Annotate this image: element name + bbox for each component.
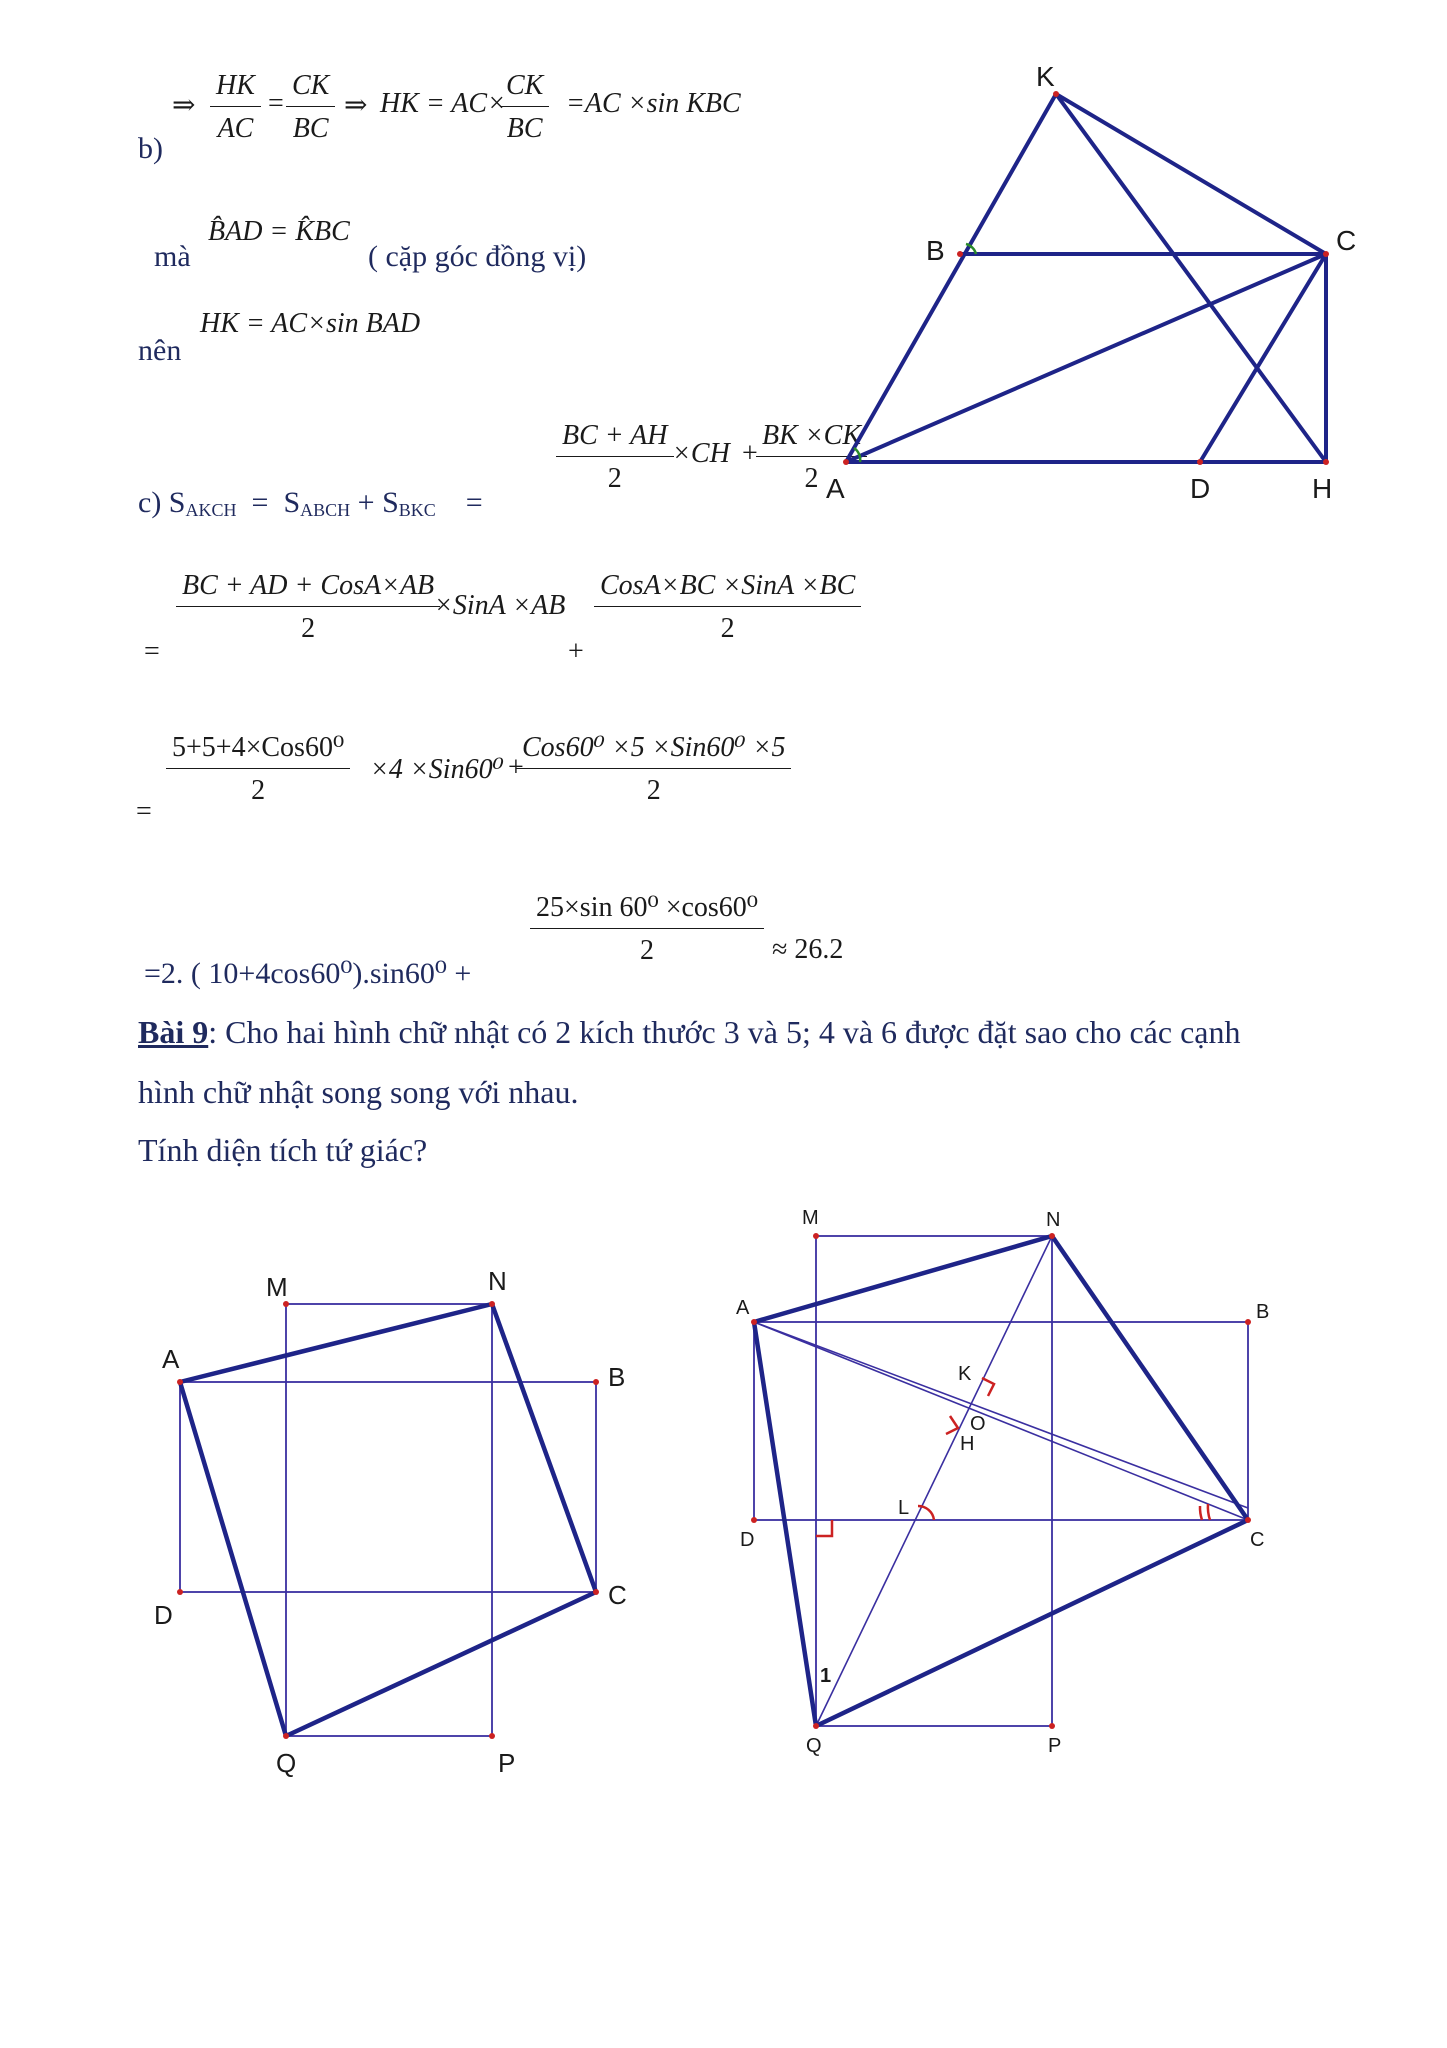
point-h	[1323, 459, 1329, 465]
label-d: D	[740, 1529, 755, 1551]
label-l: L	[898, 1497, 910, 1519]
label-b: B	[1256, 1301, 1270, 1323]
equals-sign: =	[268, 88, 284, 119]
label-a: A	[826, 473, 845, 504]
area-lhs-sub: AKCH	[185, 500, 237, 520]
points-top	[843, 91, 1329, 465]
label-d: D	[154, 1600, 173, 1630]
hk-expression: HK = AC×	[380, 88, 506, 119]
point-d	[1197, 459, 1203, 465]
angle-note: ( cặp góc đồng vị)	[368, 240, 587, 273]
fraction-denominator: 2	[251, 775, 266, 806]
fraction-denominator: 2	[607, 463, 622, 494]
segment-cd	[1200, 254, 1326, 462]
fraction-numerator: Cos60⁰ ×5 ×Sin60⁰ ×5	[516, 730, 791, 769]
point-b	[957, 251, 963, 257]
hk-conclusion: HK = AC×sin BAD	[200, 308, 421, 339]
label-c: C	[608, 1580, 627, 1610]
plus-sign: +	[508, 752, 524, 783]
point-n	[489, 1301, 495, 1307]
labels-left	[154, 1266, 627, 1778]
label-d: D	[1190, 473, 1211, 504]
right-angle-h	[946, 1416, 958, 1434]
fraction-denominator: 2	[804, 463, 819, 494]
label-p: P	[498, 1748, 516, 1778]
segment-ac	[754, 1322, 1248, 1520]
point-c	[593, 1589, 599, 1595]
fraction-numerator: CK	[286, 70, 335, 107]
bai9-text3: Tính diện tích tứ giác?	[138, 1132, 428, 1168]
label-k: K	[1036, 61, 1055, 92]
equals-sign: =	[251, 486, 269, 519]
part-b-label: b)	[138, 132, 163, 165]
area-term-1: S	[283, 486, 301, 519]
fraction-denominator: BC	[506, 113, 543, 144]
implies-arrow-1: ⇒	[172, 90, 196, 121]
area-result: ≈ 26.2	[772, 934, 844, 965]
angle-mark-c-2	[1208, 1504, 1210, 1520]
equals-sign: =	[465, 486, 483, 519]
point-p	[489, 1733, 495, 1739]
point-m	[813, 1233, 819, 1239]
fraction-numerator: 5+5+4×Cos60⁰	[166, 730, 350, 769]
label-c: C	[1250, 1529, 1265, 1551]
angle-equality: B̂AD = K̂BC	[208, 216, 350, 247]
point-q	[813, 1723, 819, 1729]
segment-nq	[816, 1236, 1052, 1726]
area-term-2: S	[382, 486, 399, 519]
area-term-2-sub: BKC	[398, 500, 436, 520]
label-p: P	[1048, 1735, 1062, 1757]
label-q: Q	[276, 1748, 297, 1778]
plus-sign: +	[568, 636, 584, 667]
point-c	[1323, 251, 1329, 257]
nen-label: nên	[138, 334, 182, 367]
fraction-numerator: CosA×BC ×SinA ×BC	[594, 570, 861, 607]
point-n	[1049, 1233, 1055, 1239]
fraction-denominator: 2	[301, 613, 316, 644]
fraction-numerator: HK	[210, 70, 261, 107]
label-b: B	[608, 1362, 626, 1392]
ac-sin-kbc: =AC ×sin KBC	[566, 88, 741, 119]
ma-label: mà	[154, 240, 191, 273]
fraction-numerator: BK ×CK	[756, 420, 867, 457]
fraction-denominator: 2	[646, 775, 661, 806]
label-angle-1: 1	[820, 1665, 832, 1687]
point-a	[843, 459, 849, 465]
segment-kc	[1056, 94, 1326, 254]
bai9-text2: hình chữ nhật song song với nhau.	[138, 1074, 579, 1110]
area-line4: =2. ( 10+4cos60⁰).sin60⁰ +	[144, 957, 472, 990]
fraction-numerator: BC + AH	[556, 420, 674, 457]
figure-top	[846, 94, 1326, 462]
point-a	[177, 1379, 183, 1385]
fraction-denominator: 2	[640, 935, 655, 966]
label-b: B	[926, 235, 945, 266]
segment-ac	[846, 254, 1326, 462]
right-angle-k	[982, 1378, 994, 1396]
label-h: H	[1312, 473, 1333, 504]
quadrilateral-anqc	[754, 1236, 1248, 1726]
label-k: K	[958, 1363, 972, 1385]
fraction-denominator: 2	[720, 613, 735, 644]
figure-right-rectangles	[754, 1236, 1248, 1726]
point-c	[1245, 1517, 1251, 1523]
label-o: O	[970, 1413, 986, 1435]
plus-sign: +	[742, 438, 758, 469]
right-angle-d	[816, 1520, 832, 1536]
times-ch: ×CH	[672, 438, 730, 469]
label-c: C	[1336, 225, 1357, 256]
figure-left-rectangles	[180, 1304, 596, 1736]
figure-right-thin-lines	[754, 1236, 1248, 1726]
angle-mark-c	[1200, 1506, 1202, 1520]
area-term-1-sub: ABCH	[300, 500, 351, 520]
point-d	[751, 1517, 757, 1523]
label-a: A	[162, 1344, 180, 1374]
times-sina-ab: ×SinA ×AB	[434, 590, 566, 621]
label-n: N	[488, 1266, 507, 1296]
fraction-numerator: 25×sin 60⁰ ×cos60⁰	[530, 890, 764, 929]
point-d	[177, 1589, 183, 1595]
point-p	[1049, 1723, 1055, 1729]
label-h: H	[960, 1433, 975, 1455]
point-b	[593, 1379, 599, 1385]
implies-arrow-2: ⇒	[344, 90, 368, 121]
fraction-numerator: BC + AD + CosA×AB	[176, 570, 440, 607]
point-a	[751, 1319, 757, 1325]
fraction-denominator: AC	[217, 113, 254, 144]
plus-sign: +	[357, 486, 375, 519]
bai9-title: Bài 9	[138, 1014, 209, 1050]
fraction-numerator: CK	[500, 70, 549, 107]
quadrilateral-anqc	[180, 1304, 596, 1736]
label-m: M	[802, 1207, 819, 1229]
equals-sign: =	[144, 636, 160, 667]
area-lhs: c) S	[138, 486, 186, 519]
label-m: M	[266, 1272, 288, 1302]
fraction-denominator: BC	[292, 113, 329, 144]
rect-mnpq	[286, 1304, 492, 1736]
bai9-text1: : Cho hai hình chữ nhật có 2 kích thước 3 và 5; 4 và 6 được đặt sao cho các cạnh	[208, 1014, 1241, 1050]
label-a: A	[736, 1297, 750, 1319]
point-q	[283, 1733, 289, 1739]
equals-sign: =	[136, 796, 152, 827]
label-n: N	[1046, 1209, 1061, 1231]
segment-ak	[846, 94, 1056, 462]
label-q: Q	[806, 1735, 822, 1757]
times-4-sin60: ×4 ×Sin60⁰	[370, 754, 504, 785]
point-b	[1245, 1319, 1251, 1325]
segment-kh	[1056, 94, 1326, 462]
